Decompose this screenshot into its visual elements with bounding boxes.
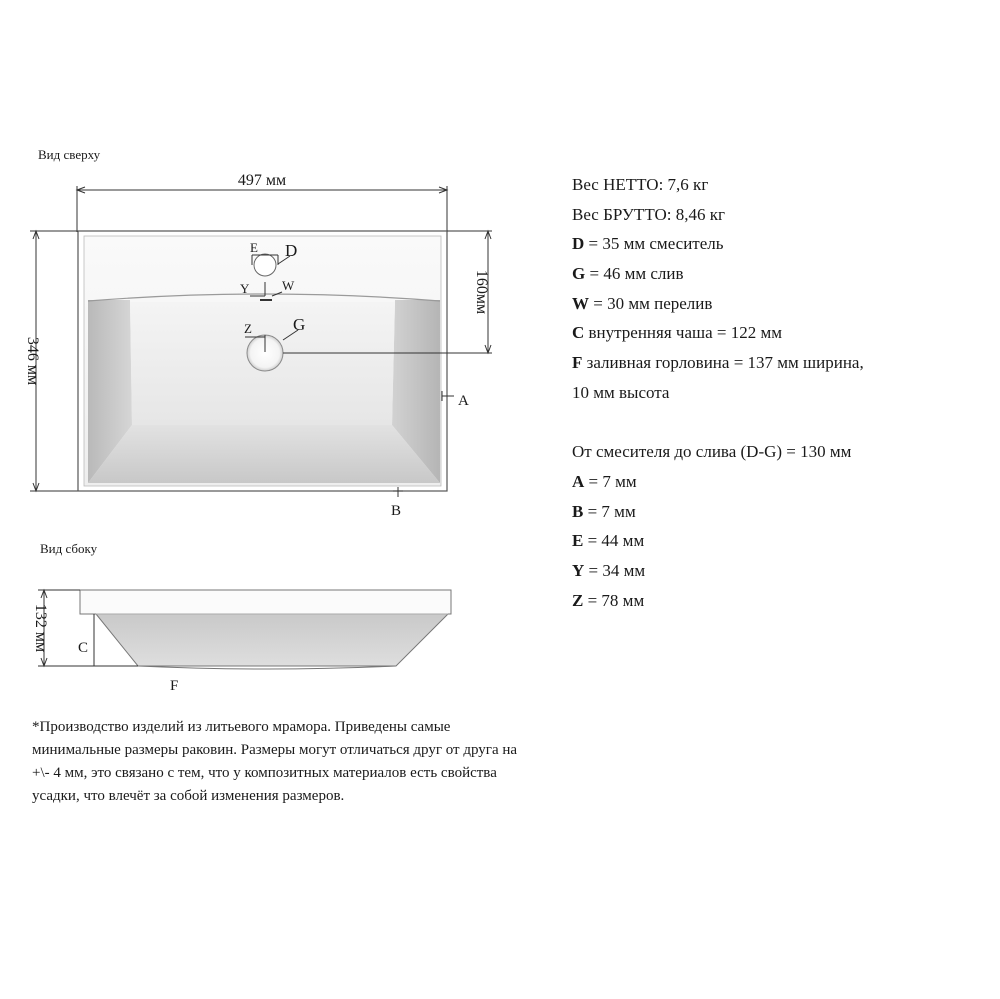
spec-row bbox=[572, 170, 864, 200]
spec-key: Z bbox=[572, 590, 584, 610]
top-view-label: Вид сверху bbox=[38, 147, 101, 162]
spec-text: От смесителя до слива (D-G) = 130 мм bbox=[572, 442, 852, 462]
spec-key: A bbox=[572, 471, 585, 491]
spec-row bbox=[572, 378, 864, 408]
marker-w: W bbox=[282, 278, 295, 293]
marker-g: G bbox=[293, 315, 306, 334]
top-view bbox=[24, 172, 492, 519]
spec-text: = 35 мм смеситель bbox=[584, 234, 724, 254]
spec-text: внутренняя чаша = 122 мм bbox=[584, 323, 783, 343]
spec-key: D bbox=[572, 234, 585, 254]
spec-key: G bbox=[572, 264, 586, 284]
spec-text: заливная горловина = 137 мм ширина, bbox=[582, 353, 864, 373]
width-dimension-label: 497 мм bbox=[237, 172, 287, 189]
spec-text: Вес НЕТТО: 7,6 кг bbox=[572, 175, 709, 194]
spec-text: 10 мм высота bbox=[572, 382, 670, 402]
height-dimension-label: 132 мм bbox=[32, 603, 49, 653]
marker-y: Y bbox=[240, 281, 250, 296]
spec-key: C bbox=[572, 323, 585, 343]
spec-row bbox=[572, 318, 864, 348]
side-view-label: Вид сбоку bbox=[40, 541, 98, 556]
footnote-line: усадки, что влечёт за собой изменения размеров. bbox=[32, 788, 345, 804]
spec-key: B bbox=[572, 501, 584, 521]
spec-row bbox=[572, 586, 864, 616]
spec-row bbox=[572, 200, 864, 230]
footnote bbox=[32, 716, 632, 808]
spec-gap bbox=[572, 408, 864, 438]
specifications-list bbox=[572, 170, 864, 615]
footnote-line: минимальные размеры раковин. Размеры могут отличаться друг от друга на bbox=[32, 742, 518, 758]
marker-f: F bbox=[170, 678, 179, 694]
drain-distance-label: 160мм bbox=[473, 269, 490, 315]
spec-row bbox=[572, 348, 864, 378]
side-bowl bbox=[96, 614, 448, 666]
footnote-line: +\- 4 мм, это связано с тем, что у композитных материалов есть свойства bbox=[32, 765, 497, 781]
spec-row bbox=[572, 289, 864, 319]
spec-key: E bbox=[572, 531, 584, 551]
width-dimension bbox=[77, 186, 447, 232]
marker-z: Z bbox=[244, 321, 252, 336]
spec-text: = 7 мм bbox=[583, 501, 636, 521]
spec-text: = 30 мм перелив bbox=[589, 293, 713, 313]
marker-d: D bbox=[285, 241, 298, 260]
bowl-wall-front bbox=[88, 425, 440, 483]
spec-row bbox=[572, 229, 864, 259]
marker-a: A bbox=[458, 393, 469, 409]
spec-text: = 46 мм слив bbox=[585, 264, 684, 284]
marker-e: E bbox=[250, 240, 258, 255]
side-rim bbox=[80, 590, 451, 614]
tap-hole bbox=[254, 254, 276, 276]
spec-text: = 44 мм bbox=[583, 531, 645, 551]
marker-c: C bbox=[78, 640, 89, 656]
spec-row bbox=[572, 259, 864, 289]
spec-row bbox=[572, 437, 864, 467]
footnote-line: *Производство изделий из литьевого мрамора. Приведены самые bbox=[32, 719, 451, 735]
spec-text: = 78 мм bbox=[583, 590, 645, 610]
depth-dimension-label: 346 мм bbox=[24, 336, 41, 386]
spec-row bbox=[572, 556, 864, 586]
spec-text: = 34 мм bbox=[584, 560, 646, 580]
spec-row bbox=[572, 526, 864, 556]
spec-row bbox=[572, 497, 864, 527]
marker-b: B bbox=[391, 503, 402, 519]
side-view bbox=[32, 590, 451, 694]
spec-text: = 7 мм bbox=[584, 471, 637, 491]
spec-text: Вес БРУТТО: 8,46 кг bbox=[572, 204, 725, 224]
spec-key: F bbox=[572, 353, 583, 373]
spec-key: Y bbox=[572, 560, 585, 580]
spec-key: W bbox=[572, 293, 589, 313]
spec-row bbox=[572, 467, 864, 497]
